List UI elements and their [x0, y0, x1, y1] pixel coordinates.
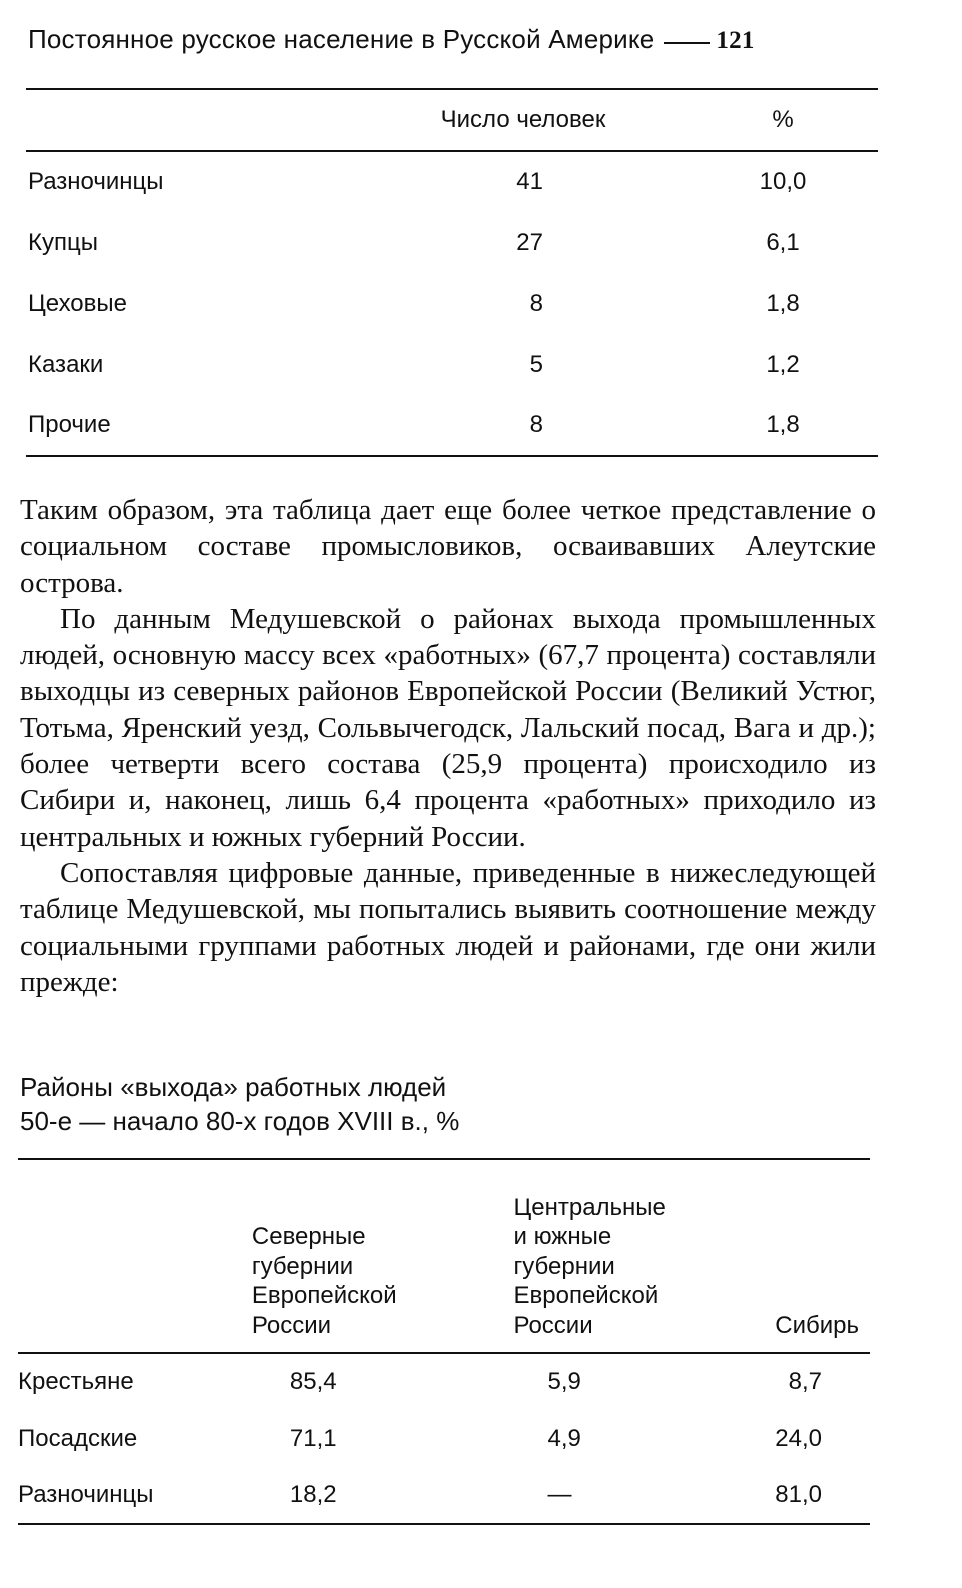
row-label: Посадские	[18, 1424, 138, 1452]
central-cell: 4,9	[547, 1424, 581, 1452]
percent-cell: 1,8	[766, 411, 800, 438]
table-row	[26, 273, 878, 334]
table-row	[26, 395, 878, 456]
table-caption-line: 50-е — начало 80-х годов XVIII в., %	[20, 1106, 460, 1136]
row-label: Купцы	[28, 228, 98, 256]
column-header-percent: %	[772, 106, 794, 133]
page-number: 121	[716, 27, 755, 54]
regions-table	[18, 1158, 870, 1525]
paragraph: Сопоставляя цифровые данные, приведенные в нижеследующей таблице Медушевской, мы попытались выявить соотношение между социальными группами работных людей и районами, где они жили прежде:	[20, 856, 876, 998]
siberia-cell: 24,0	[775, 1424, 822, 1452]
table-header-row	[18, 1159, 870, 1353]
count-cell: 41	[516, 168, 543, 195]
north-cell: 71,1	[289, 1424, 337, 1452]
column-header-count: Число человек	[440, 106, 606, 133]
central-cell: —	[547, 1481, 572, 1508]
table-row	[26, 212, 878, 273]
north-cell: 85,4	[289, 1368, 337, 1395]
row-label: Казаки	[28, 350, 104, 378]
column-header-central: Центральные и южные губернии Европейской России	[513, 1193, 666, 1339]
row-label: Прочие	[28, 411, 111, 438]
siberia-cell: 8,7	[788, 1368, 822, 1395]
header-dash	[664, 42, 710, 44]
count-cell: 5	[529, 350, 543, 378]
percent-cell: 1,2	[766, 350, 800, 378]
table-row	[18, 1353, 870, 1410]
column-header-siberia: Сибирь	[775, 1311, 860, 1339]
paragraph: По данным Медушевской о районах выхода промышленных людей, основную массу всех «работных» (67,7 процента) составляли выходцы из северных районов Европейской России (Великий Устюг, Тотьма, Яренский уезд, Сольвычегодск, Лальский посад, Вага и др.); более четверти всего состава (25,9 процента) происходило из Сибири и, наконец, лишь 6,4 процента «работных» приходило из центральных и южных губерний России.	[20, 602, 876, 853]
table-caption	[20, 1070, 459, 1138]
paragraph: Таким образом, эта таблица дает еще более четкое представление о социальном составе промысловиков, осваивавших Алеутские острова.	[20, 494, 876, 599]
column-header-empty	[18, 1159, 252, 1353]
table-row	[26, 151, 878, 212]
social-composition-table	[26, 88, 878, 457]
central-cell: 5,9	[547, 1368, 581, 1395]
row-label: Крестьяне	[18, 1368, 134, 1395]
body-text	[20, 492, 876, 1000]
running-title: Постоянное русское население в Русской Америке	[28, 24, 655, 54]
running-header	[28, 24, 880, 55]
row-label: Разночинцы	[18, 1481, 154, 1508]
column-header-empty	[26, 89, 358, 151]
table-row	[18, 1410, 870, 1467]
row-label: Цеховые	[28, 289, 127, 317]
table-row	[18, 1467, 870, 1524]
siberia-cell: 81,0	[775, 1481, 822, 1508]
table-caption-line: Районы «выхода» работных людей	[20, 1072, 447, 1102]
table-header-row	[26, 89, 878, 151]
count-cell: 8	[529, 289, 543, 317]
percent-cell: 10,0	[759, 168, 807, 195]
percent-cell: 1,8	[766, 289, 800, 317]
count-cell: 8	[529, 411, 543, 438]
count-cell: 27	[516, 228, 543, 256]
north-cell: 18,2	[289, 1481, 337, 1508]
percent-cell: 6,1	[766, 228, 800, 256]
column-header-north: Северные губернии Европейской России	[251, 1223, 397, 1339]
row-label: Разночинцы	[28, 168, 164, 195]
table-row	[26, 334, 878, 395]
